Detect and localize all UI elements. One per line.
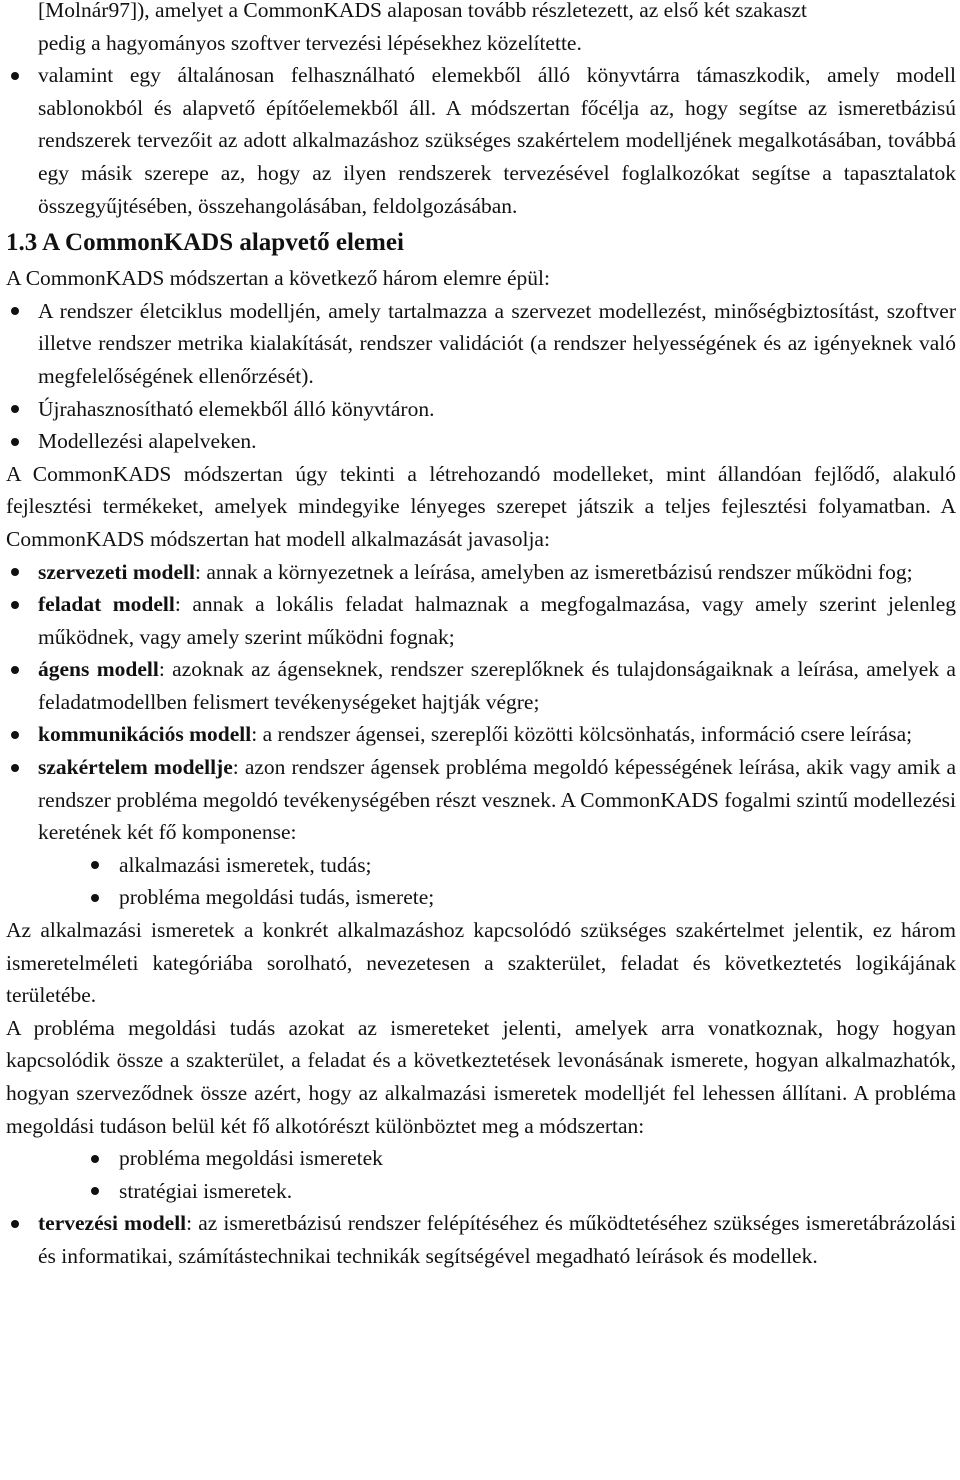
model-term: szervezeti modell [38, 559, 195, 584]
list-item-text: valamint egy általánosan felhasználható elemekből álló könyvtárra támaszkodik, amely modell sablonokból és alapvető építőelemekből áll. A módszertan főcélja az, hogy segítse az ismeretbázisú rendszerek tervezőit az adott alkalmazáshoz szükséges szakértelem modelljének megalkotásában, továbbá egy másik szerepe az, hogy az ilyen rendszerek tervezésével foglalkozókat segítse a tapasztalatok összegyűjtésében, összehangolásában, feldolgozásában. [38, 63, 956, 218]
bullet-icon [11, 731, 19, 739]
bullet-icon [11, 307, 19, 315]
list-item-text: Újrahasznosítható elemekből álló könyvtáron. [38, 396, 435, 421]
sub-list-item [6, 849, 956, 882]
model-item [6, 751, 956, 849]
bullet-icon [11, 666, 19, 674]
continued-text-line-2: pedig a hagyományos szoftver tervezési lépésekhez közelítette. [38, 30, 582, 55]
model-term: szakértelem modellje [38, 755, 233, 780]
body-paragraph: A probléma megoldási tudás azokat az ismereteket jelenti, amelyek arra vonatkoznak, hogy hogyan kapcsolódik össze a szakterület, a feladat és a következtetések levonásának ismerete, hogyan alkalmazhatók, hogyan szerveződnek össze azért, hogy az alkalmazási ismeretek modelljét fel lehessen állítani. A probléma megoldási tudáson belül két fő alkotórészt különböztet meg a módszertan: [6, 1015, 956, 1138]
sub-list-item [6, 1175, 956, 1208]
body-paragraph: A CommonKADS módszertan úgy tekinti a létrehozandó modelleket, mint állandóan fejlődő, alakuló fejlesztési termékeket, amelyek mindegyike lényeges szerepet játszik a teljes fejlesztési folyamatban. A CommonKADS módszertan hat modell alkalmazását javasolja: [6, 461, 956, 551]
list-item [6, 393, 956, 426]
model-item [6, 588, 956, 653]
sub-list-item-text: alkalmazási ismeretek, tudás; [119, 852, 372, 877]
model-item [6, 653, 956, 718]
bullet-icon [91, 1155, 99, 1163]
bullet-icon [11, 601, 19, 609]
bullet-icon [11, 72, 19, 80]
sub-list-item [6, 881, 956, 914]
sub-list-item-text: probléma megoldási ismeretek [119, 1146, 383, 1171]
bullet-icon [11, 438, 19, 446]
bullet-icon [11, 764, 19, 772]
bullet-icon [91, 861, 99, 869]
model-item [6, 718, 956, 751]
bullet-icon [11, 1220, 19, 1228]
model-description: : annak a lokális feladat halmaznak a megfogalmazása, vagy amely szerint jelenleg működnek, vagy amely szerint működni fognak; [38, 592, 956, 649]
model-description: : azoknak az ágenseknek, rendszer szereplőknek és tulajdonságaiknak a leírása, amelyek a feladatmodellben felismert tevékenységeket hajtják végre; [38, 657, 956, 714]
sub-list-item [6, 1142, 956, 1175]
model-description: : az ismeretbázisú rendszer felépítéséhez és működtetéséhez szükséges ismeretábrázolási és informatikai, számítástechnikai technikák segítségével megadható leírások és modellek. [38, 1211, 956, 1268]
list-item [6, 295, 956, 393]
document-page [6, 0, 956, 1273]
section-heading: 1.3 A CommonKADS alapvető elemei [6, 229, 404, 257]
model-description: : azon rendszer ágensek probléma megoldó képességének leírása, akik vagy amik a rendszer probléma megoldó tevékenységében részt vesznek. A CommonKADS fogalmi szintű modellezési keretének két fő komponense: [38, 755, 956, 845]
section-lead: A CommonKADS módszertan a következő három elemre épül: [6, 266, 550, 291]
sub-list-item-text: probléma megoldási tudás, ismerete; [119, 885, 435, 910]
model-item [6, 1207, 956, 1272]
body-paragraph: Az alkalmazási ismeretek a konkrét alkalmazáshoz kapcsolódó szükséges szakértelmet jelentik, ez három ismeretelméleti kategóriába sorolható, nevezetesen a szakterület, feladat és következtetés logikájának területébe. [6, 918, 956, 1008]
model-term: tervezési modell [38, 1211, 187, 1236]
model-term: ágens modell [38, 657, 159, 682]
model-item [6, 556, 956, 589]
bullet-icon [11, 568, 19, 576]
continued-text-line-1: [Molnár97]), amelyet a CommonKADS alaposan tovább részletezett, az első két szakaszt [38, 0, 807, 22]
bullet-icon [11, 405, 19, 413]
list-item [6, 425, 956, 458]
list-item-text: A rendszer életciklus modelljén, amely tartalmazza a szervezet modellezést, minőségbiztosítást, szoftver illetve rendszer metrika kialakítását, rendszer validációt (a rendszer helyességének és az igényeknek való megfelelőségének ellenőrzését). [38, 298, 956, 388]
sub-list-item-text: stratégiai ismeretek. [119, 1178, 293, 1203]
list-item-text: Modellezési alapelveken. [38, 429, 257, 454]
bullet-icon [91, 1187, 99, 1195]
list-item [6, 59, 956, 222]
model-description: : annak a környezetnek a leírása, amelyben az ismeretbázisú rendszer működni fog; [195, 559, 913, 584]
model-term: feladat modell [38, 592, 175, 617]
model-description: : a rendszer ágensei, szereplői közötti kölcsönhatás, információ csere leírása; [251, 722, 913, 747]
bullet-icon [91, 894, 99, 902]
model-term: kommunikációs modell [38, 722, 252, 747]
